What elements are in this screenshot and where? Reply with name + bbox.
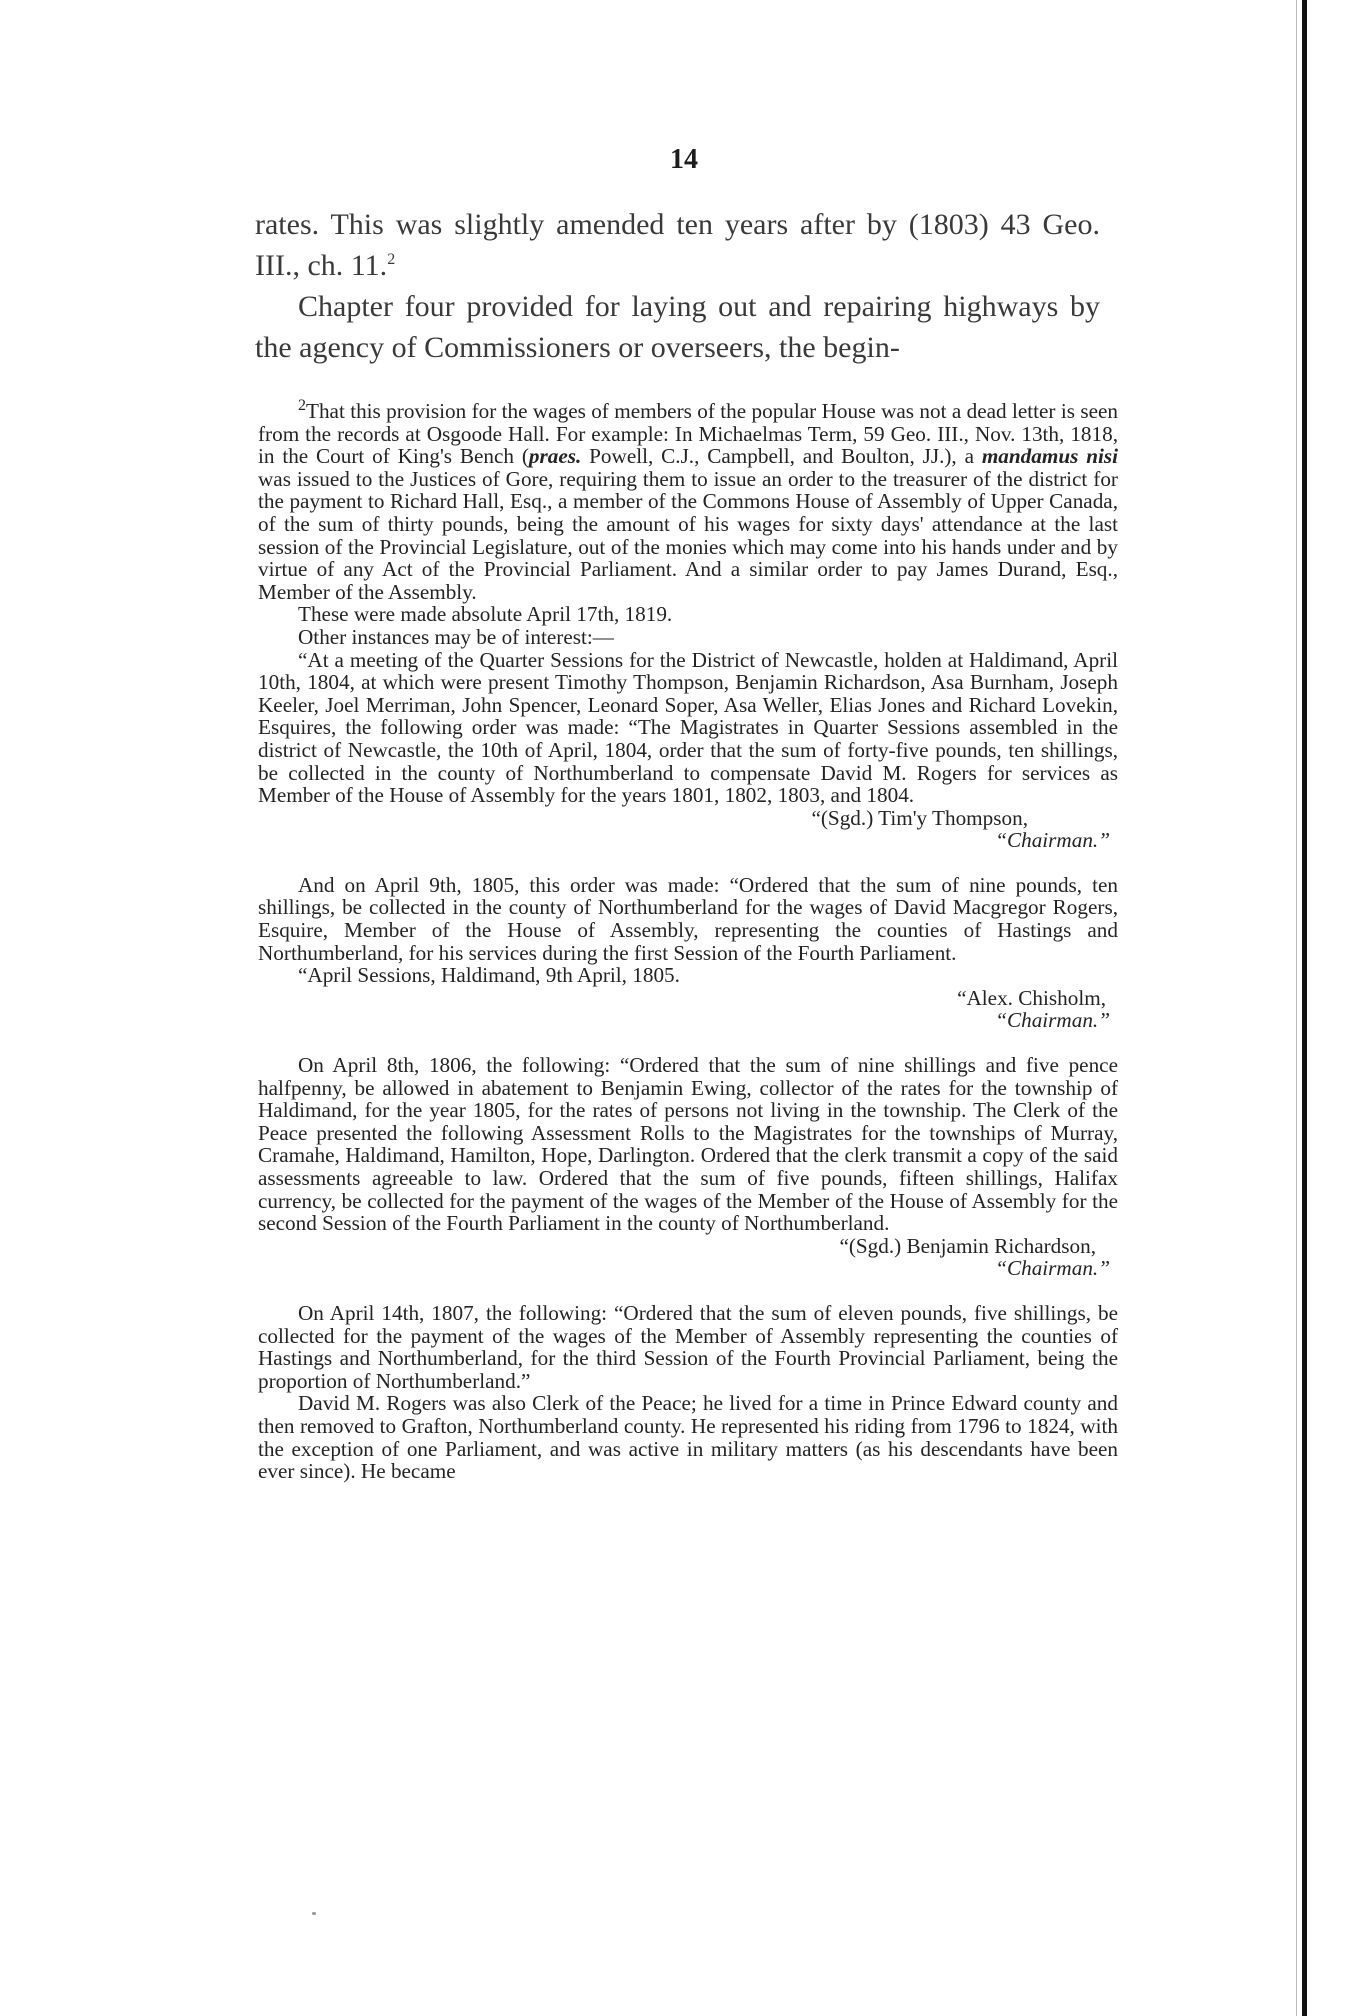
signature-3-name: “(Sgd.) Benjamin Richardson,	[839, 1233, 1096, 1258]
footnote-text-a: That this provision for the wages of members of the popular House was not a dead letter is seen from the records at Osgoode Hall. For example: In Michaelmas Term, 59 Geo. III., Nov. 13th, 1818, in the Court of King's Bench (	[258, 399, 1118, 469]
scan-speck	[312, 1912, 316, 1915]
signature-2-name: “Alex. Chisholm,	[957, 985, 1106, 1010]
main-text	[255, 204, 1100, 368]
footnote-paragraph-7: On April 8th, 1806, the following: “Ordered that the sum of nine shillings and five pence halfpenny, be allowed in abatement to Benjamin Ewing, collector of the rates for the township of Haldimand, for the year 1805, for the rates of persons not living in the township. The Clerk of the Peace presented the following Assessment Rolls to the Magistrates for the townships of Murray, Cramahe, Haldimand, Hamilton, Hope, Darlington. Ordered that the clerk transmit a copy of the said assessments agreeable to law. Ordered that the sum of five pounds, fifteen shillings, Halifax currency, be collected for the payment of the wages of the Member of the House of Assembly for the second Session of the Fourth Parliament in the county of Northumberland.	[258, 1053, 1118, 1236]
page-number: 14	[670, 144, 698, 175]
signature-2-title: “Chairman.”	[995, 1008, 1110, 1033]
main-paragraph-2: Chapter four provided for laying out and repairing highways by the agency of Commissioners or overseers, the begin-	[255, 290, 1100, 364]
main-paragraph-1-text: rates. This was slightly amended ten years after by (1803) 43 Geo. III., ch. 11.	[255, 208, 1100, 282]
signature-1-title: “Chairman.”	[995, 828, 1110, 853]
footnote-paragraph-2: These were made absolute April 17th, 1819.	[298, 602, 673, 627]
mandamus-italic: mandamus nisi	[981, 444, 1119, 469]
footnote-marker: 2	[298, 396, 306, 414]
footnote-text-c: was issued to the Justices of Gore, requiring them to issue an order to the treasurer of the district for the payment to Richard Hall, Esq., a member of the Commons House of Assembly of Upper Canada, of the sum of thirty pounds, being the amount of his wages for sixty days' attendance at the last session of the Provincial Legislature, out of the monies which may come into his hands under and by virtue of any Act of the Provincial Parliament. And a similar order to pay James Durand, Esq., Member of the Assembly.	[258, 466, 1118, 604]
page-edge-shadow	[1296, 0, 1297, 2016]
footnote-paragraph-3: Other instances may be of interest:—	[298, 624, 614, 649]
signature-1-name: “(Sgd.) Tim'y Thompson,	[811, 805, 1028, 830]
footnote-paragraph-1	[258, 396, 1119, 604]
footnote-paragraph-4: “At a meeting of the Quarter Sessions for the District of Newcastle, holden at Haldimand, April 10th, 1804, at which were present Timothy Thompson, Benjamin Richardson, Asa Burnham, Joseph Keeler, Joel Merriman, John Spencer, Leonard Soper, Asa Weller, Elias Jones and Richard Lovekin, Esquires, the following order was made: “The Magistrates in Quarter Sessions assembled in the district of Newcastle, the 10th of April, 1804, order that the sum of forty-five pounds, ten shillings, be collected in the county of Northumberland to compensate David M. Rogers for services as Member of the House of Assembly for the years 1801, 1802, 1803, and 1804.	[258, 647, 1118, 808]
footnote-paragraph-9: David M. Rogers was also Clerk of the Peace; he lived for a time in Prince Edward county and then removed to Grafton, Northumberland county. He represented his riding from 1796 to 1824, with the exception of one Parliament, and was active in military matters (as his descendants have been ever since). He became	[258, 1391, 1118, 1484]
main-paragraph-1	[255, 204, 1100, 286]
signature-3-title: “Chairman.”	[995, 1256, 1110, 1281]
praes-italic: praes.	[528, 444, 582, 469]
footnote-reference: 2	[387, 251, 396, 268]
footnote-paragraph-6: “April Sessions, Haldimand, 9th April, 1805.	[298, 963, 680, 988]
footnote-paragraph-8: On April 14th, 1807, the following: “Ordered that the sum of eleven pounds, five shillings, be collected for the payment of the wages of the Member of Assembly representing the counties of Hastings and Northumberland, for the third Session of the Fourth Provincial Parliament, being the proportion of Northumberland.”	[258, 1300, 1118, 1393]
footnote-paragraph-5: And on April 9th, 1805, this order was made: “Ordered that the sum of nine pounds, ten shillings, be collected in the county of Northumberland for the wages of David Macgregor Rogers, Esquire, Member of the House of Assembly, representing the counties of Hastings and Northumberland, for his services during the first Session of the Fourth Parliament.	[258, 872, 1118, 965]
page-edge	[1302, 0, 1307, 2016]
footnote-block	[258, 396, 1119, 1484]
footnote-text-b: Powell, C.J., Campbell, and Boulton, JJ.), a	[581, 444, 982, 469]
